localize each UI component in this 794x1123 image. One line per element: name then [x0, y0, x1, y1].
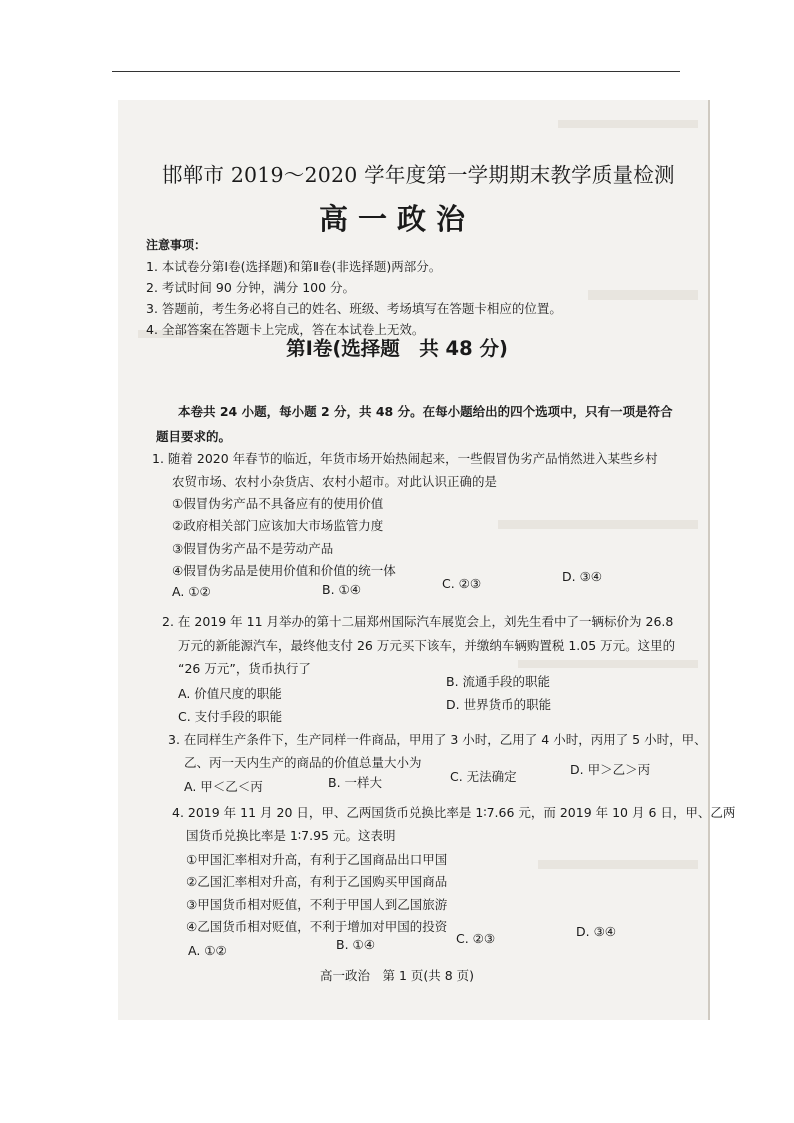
answer-option: A. ①②: [172, 584, 211, 599]
answer-option: A. ①②: [188, 943, 227, 958]
exam-title: 邯郸市 2019～2020 学年度第一学期期末教学质量检测: [162, 163, 675, 187]
page-footer: 高一政治 第 1 页(共 8 页): [319, 968, 475, 983]
question-statement: ①甲国汇率相对升高，有利于乙国商品出口甲国: [186, 852, 448, 867]
notice-item: 1. 本试卷分第Ⅰ卷(选择题)和第Ⅱ卷(非选择题)两部分。: [146, 259, 442, 274]
answer-option: C. ②③: [442, 576, 482, 591]
answer-option: B. ①④: [336, 937, 375, 952]
question-stem: 农贸市场、农村小杂货店、农村小超市。对此认识正确的是: [172, 474, 498, 489]
section-intro: 本卷共 24 小题，每小题 2 分，共 48 分。在每小题给出的四个选项中，只有一项是符合: [178, 404, 673, 419]
question-statement: ③甲国货币相对贬值，不利于甲国人到乙国旅游: [186, 897, 448, 912]
answer-option: D. 甲＞乙＞丙: [570, 762, 651, 777]
notice-item: 2. 考试时间 90 分钟，满分 100 分。: [146, 280, 356, 295]
question-stem: 国货币兑换比率是 1∶7.95 元。这表明: [186, 828, 396, 843]
section-intro: 题目要求的。: [156, 429, 232, 444]
question-statement: ②乙国汇率相对升高，有利于乙国购买甲国商品: [186, 874, 448, 889]
subject-title: 高一政治: [318, 202, 475, 236]
question-stem: 乙、丙一天内生产的商品的价值总量大小为: [184, 755, 422, 770]
question-stem: 4. 2019 年 11 月 20 日，甲、乙两国货币兑换比率是 1∶7.66 元，而 2019 年 10 月 6 日，甲、乙两: [172, 805, 736, 820]
answer-option: D. ③④: [576, 924, 616, 939]
answer-option: D. 世界货币的职能: [446, 697, 552, 712]
notice-item: 3. 答题前，考生务必将自己的姓名、班级、考场填写在答题卡相应的位置。: [146, 301, 562, 316]
section-title: 第Ⅰ卷(选择题 共 48 分): [286, 337, 508, 360]
notice-item: 4. 全部答案在答题卡上完成，答在本试卷上无效。: [146, 322, 425, 337]
question-stem: “26 万元”，货币执行了: [178, 661, 311, 676]
question-statement: ③假冒伪劣产品不是劳动产品: [172, 541, 334, 556]
question-statement: ①假冒伪劣产品不具备应有的使用价值: [172, 496, 384, 511]
notice-heading: 注意事项：: [146, 238, 207, 252]
answer-option: B. ①④: [322, 582, 361, 597]
answer-option: D. ③④: [562, 569, 602, 584]
question-stem: 1. 随着 2020 年春节的临近，年货市场开始热闹起来，一些假冒伪劣产品悄然进入某些乡村: [152, 451, 658, 466]
answer-option: B. 一样大: [328, 775, 383, 790]
question-stem: 3. 在同样生产条件下，生产同样一件商品，甲用了 3 小时，乙用了 4 小时，丙用了 5 小时，甲、: [168, 732, 707, 747]
question-stem: 万元的新能源汽车，最终他支付 26 万元买下该车，并缴纳车辆购置税 1.05 万元。这里的: [178, 638, 676, 653]
question-statement: ④假冒伪劣品是使用价值和价值的统一体: [172, 563, 396, 578]
answer-option: A. 甲＜乙＜丙: [184, 779, 263, 794]
question-statement: ④乙国货币相对贬值，不利于增加对甲国的投资: [186, 919, 448, 934]
question-stem: 2. 在 2019 年 11 月举办的第十二届郑州国际汽车展览会上，刘先生看中了一辆标价为 26.8: [162, 614, 674, 629]
answer-option: C. 无法确定: [450, 769, 517, 784]
question-statement: ②政府相关部门应该加大市场监管力度: [172, 518, 384, 533]
answer-option: B. 流通手段的职能: [446, 674, 551, 689]
answer-option: C. ②③: [456, 931, 496, 946]
answer-option: A. 价值尺度的职能: [178, 686, 282, 701]
answer-option: C. 支付手段的职能: [178, 709, 283, 724]
